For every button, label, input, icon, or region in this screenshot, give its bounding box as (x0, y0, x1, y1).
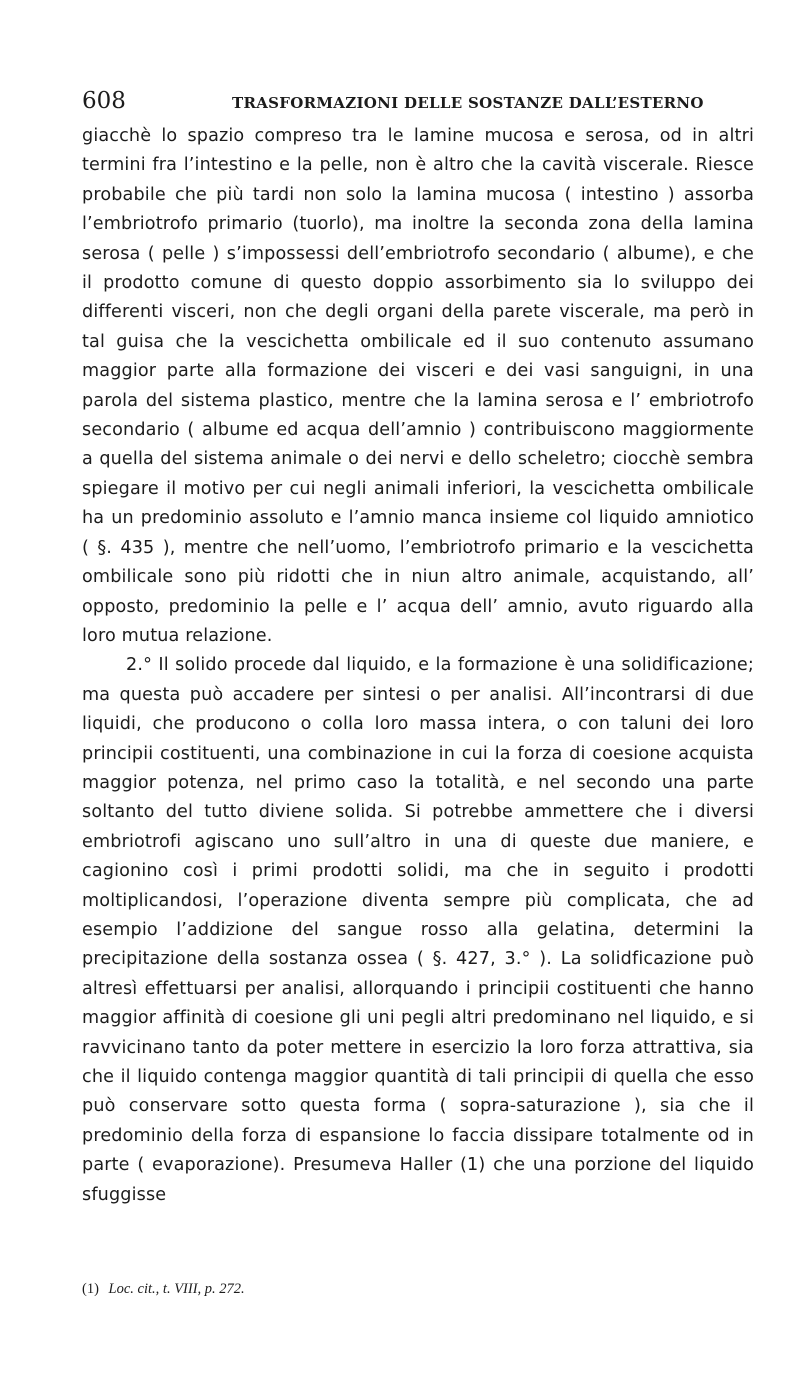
paragraph-1: giacchè lo spazio compreso tra le lamine mucosa e serosa, od in altri termini fra l’intestino e la pelle, non è altro che la cavità viscerale. Riesce probabile che più tardi non solo la lamina mucosa ( intestino ) assorba l’embriotrofo primario (tuorlo), ma inoltre la seconda zona della lamina serosa ( pelle ) s’impossessi dell’embriotrofo secondario ( albume), e che il prodotto comune di questo doppio assorbimento sia lo sviluppo dei differenti visceri, non che degli organi della parete viscerale, ma però in tal guisa che la vescichetta ombilicale ed il suo contenuto assumano maggior parte alla formazione dei visceri e dei vasi sanguigni, in una parola del sistema plastico, mentre che la lamina serosa e l’ embriotrofo secondario ( albume ed acqua dell’amnio ) contribuiscono maggiormente a quella del sistema animale o dei nervi e dello scheletro; ciocchè sembra spiegare il motivo per cui negli animali inferiori, la vescichetta ombilicale ha un predominio assoluto e l’amnio manca insieme col liquido amniotico ( §. 435 ), mentre che nell’uomo, l’embriotrofo primario e la vescichetta ombilicale sono più ridotti che in niun altro animale, acquistando, all’ opposto, predominio la pelle e l’ acqua dell’ amnio, avuto riguardo alla loro mutua relazione. (82, 126, 754, 646)
body-text (82, 122, 754, 1210)
paragraph-2: 2.° Il solido procede dal liquido, e la formazione è una solidificazione; ma questa può accadere per sintesi o per analisi. All’incontrarsi di due liquidi, che producono o colla loro massa intera, o con taluni dei loro principii costituenti, una combinazione in cui la forza di coesione acquista maggior potenza, nel primo caso la totalità, e nel secondo una parte soltanto del tutto diviene solida. Si potrebbe ammettere che i diversi embriotrofi agiscano uno sull’altro in una di queste due maniere, e cagionino così i primi prodotti solidi, ma che in seguito i prodotti moltiplicandosi, l’operazione diventa sempre più complicata, che ad esempio l’addizione del sangue rosso alla gelatina, determini la precipitazione della sostanza ossea ( §. 427, 3.° ). La solidficazione può altresì effettuarsi per analisi, allorquando i principii costituenti che hanno maggior affinità di coesione gli uni pegli altri predominano nel liquido, e si ravvicinano tanto da poter mettere in esercizio la loro forza attrattiva, sia che il liquido contenga maggior quantità di tali principii di quella che esso può conservare sotto questa forma ( sopra-saturazione ), sia che il predominio della forza di espansione lo faccia dissipare totalmente od in parte ( evaporazione). Presumeva Haller (1) che una porzione del liquido sfuggisse (82, 655, 754, 1205)
running-head: TRASFORMAZIONI DELLE SOSTANZE DALL’ESTERNO (232, 94, 704, 112)
page-number: 608 (82, 88, 126, 114)
footnote-mark: (1) (82, 1281, 99, 1297)
footnote-citation: Loc. cit., t. VIII, p. 272. (108, 1281, 245, 1297)
book-page (82, 88, 754, 1210)
footnote (82, 1281, 245, 1298)
page-header (82, 88, 754, 120)
